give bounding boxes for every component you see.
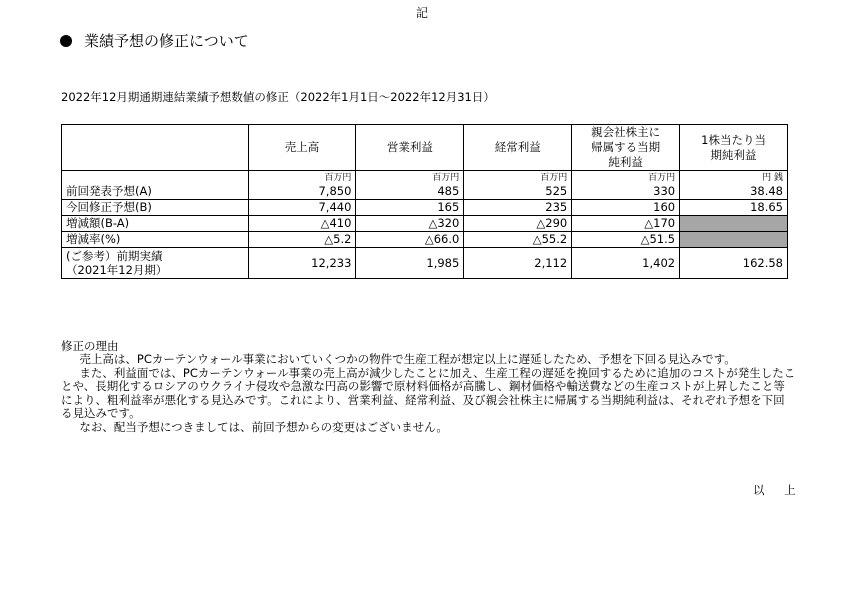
table-row: [62, 184, 788, 200]
row-label: 前回発表予想(A): [62, 184, 249, 200]
forecast-table: [61, 124, 788, 279]
reason-paragraph: 売上高は、PCカーテンウォール事業においていくつかの物件で生産工程が想定以上に遅延したため、予想を下回る見込みです。: [79, 352, 736, 366]
shaded-cell: [680, 216, 788, 232]
table-units-row: [62, 171, 788, 185]
unit-cell: 百万円: [464, 171, 572, 185]
value-cell: 1,402: [572, 248, 680, 279]
table-subtitle: 2022年12月期通期連結業績予想数値の修正（2022年1月1日～2022年12月31日）: [61, 90, 495, 104]
row-label: 増減額(B-A): [62, 216, 249, 232]
header-cell: 経常利益: [464, 125, 572, 171]
value-cell: 7,850: [248, 184, 356, 200]
value-cell: △290: [464, 216, 572, 232]
value-cell: 160: [572, 200, 680, 216]
table-row: [62, 232, 788, 248]
value-cell: △170: [572, 216, 680, 232]
header-cell: 営業利益: [356, 125, 464, 171]
value-cell: 18.65: [680, 200, 788, 216]
reason-paragraph: なお、配当予想につきましては、前回予想からの変更はございません。: [79, 419, 448, 434]
section-heading: [60, 30, 249, 51]
reason-paragraph: また、利益面では、PCカーテンウォール事業の売上高が減少したことに加え、生産工程の遅延を挽回するために追加のコストが発生したことや、長期化するロシアのウクライナ侵攻や急激な円高の影響で原材料価格が高騰し、鋼材価格や輸送費などの生産コストが上昇したこと等により、粗利益率が悪化する見込みです。これにより、営業利益、経常利益、及び親会社株主に帰属する当期純利益は、それぞれ予想を下回る見込みです。: [61, 365, 796, 420]
unit-cell: 百万円: [248, 171, 356, 185]
value-cell: 235: [464, 200, 572, 216]
header-cell: 親会社株主に帰属する当期純利益: [572, 125, 680, 171]
header-blank: [62, 125, 249, 171]
bullet-icon: [60, 35, 72, 47]
closing-mark: 以 上: [753, 483, 804, 497]
value-cell: 165: [356, 200, 464, 216]
header-cell: 売上高: [248, 125, 356, 171]
value-cell: 12,233: [248, 248, 356, 279]
value-cell: △410: [248, 216, 356, 232]
unit-cell: 円 銭: [680, 171, 788, 185]
table-row: [62, 248, 788, 279]
row-label: [62, 248, 249, 279]
unit-cell: 百万円: [572, 171, 680, 185]
units-blank: [62, 171, 249, 185]
row-label: 増減率(%): [62, 232, 249, 248]
table-header-row: [62, 125, 788, 171]
row-label: 今回修正予想(B): [62, 200, 249, 216]
value-cell: △5.2: [248, 232, 356, 248]
ki-marker: 記: [416, 6, 429, 20]
value-cell: 525: [464, 184, 572, 200]
value-cell: 38.48: [680, 184, 788, 200]
value-cell: 1,985: [356, 248, 464, 279]
reason-title: 修正の理由: [61, 339, 119, 353]
shaded-cell: [680, 232, 788, 248]
value-cell: 2,112: [464, 248, 572, 279]
value-cell: △320: [356, 216, 464, 232]
row-label-line2: （2021年12月期）: [66, 263, 168, 277]
heading-text: 業績予想の修正について: [84, 32, 249, 50]
unit-cell: 百万円: [356, 171, 464, 185]
value-cell: △55.2: [464, 232, 572, 248]
reason-body: [61, 353, 796, 434]
header-cell: 1株当たり当期純利益: [680, 125, 788, 171]
table-row: [62, 216, 788, 232]
row-label-line1: (ご参考）前期実績: [66, 249, 163, 263]
value-cell: 485: [356, 184, 464, 200]
value-cell: △51.5: [572, 232, 680, 248]
value-cell: △66.0: [356, 232, 464, 248]
value-cell: 7,440: [248, 200, 356, 216]
value-cell: 330: [572, 184, 680, 200]
table-row: [62, 200, 788, 216]
value-cell: 162.58: [680, 248, 788, 279]
